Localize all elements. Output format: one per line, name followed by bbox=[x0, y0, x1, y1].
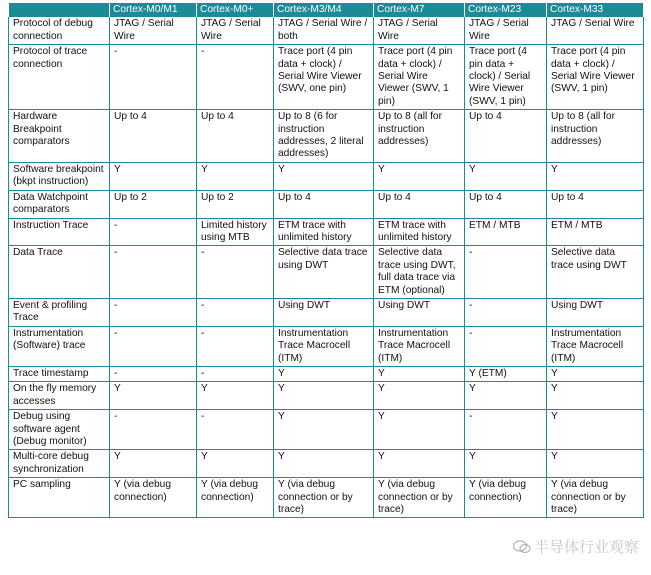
row-label: Protocol of debug connection bbox=[9, 17, 110, 44]
table-cell: - bbox=[465, 410, 547, 450]
table-cell: Up to 8 (all for instruction addresses) bbox=[374, 110, 465, 163]
table-cell: Y bbox=[374, 162, 465, 190]
header-cell-m0plus: Cortex-M0+ bbox=[197, 3, 274, 17]
table-cell: Trace port (4 pin data + clock) / Serial Wire Viewer (SWV, 1 pin) bbox=[547, 45, 644, 110]
wechat-logo-icon bbox=[513, 540, 531, 554]
row-label: Event & profiling Trace bbox=[9, 298, 110, 326]
table-cell: Y bbox=[547, 450, 644, 478]
table-cell: JTAG / Serial Wire bbox=[547, 17, 644, 44]
row-label: On the fly memory accesses bbox=[9, 382, 110, 410]
header-cell-m33: Cortex-M33 bbox=[547, 3, 644, 17]
table-cell: Up to 4 bbox=[274, 190, 374, 218]
comparison-table bbox=[8, 3, 644, 518]
table-cell: Up to 2 bbox=[110, 190, 197, 218]
table-cell: Y (via debug connection) bbox=[465, 478, 547, 518]
table-cell: Y bbox=[274, 162, 374, 190]
table-cell: Y bbox=[110, 162, 197, 190]
table-cell: Y (via debug connection) bbox=[197, 478, 274, 518]
table-row bbox=[9, 218, 644, 246]
table-cell: Trace port (4 pin data + clock) / Serial Wire Viewer (SWV, one pin) bbox=[274, 45, 374, 110]
table-cell: Y (via debug connection) bbox=[110, 478, 197, 518]
watermark-text: 半导体行业观察 bbox=[533, 539, 639, 556]
table-cell: Y (via debug connection or by trace) bbox=[374, 478, 465, 518]
table-cell: - bbox=[110, 298, 197, 326]
row-label: PC sampling bbox=[9, 478, 110, 518]
table-cell: - bbox=[197, 410, 274, 450]
table-cell: - bbox=[110, 410, 197, 450]
row-label: Protocol of trace connection bbox=[9, 45, 110, 110]
table-cell: Y bbox=[465, 382, 547, 410]
table-cell: - bbox=[197, 298, 274, 326]
table-cell: Trace port (4 pin data + clock) / Serial Wire Viewer (SWV, 1 pin) bbox=[374, 45, 465, 110]
table-cell: Up to 4 bbox=[374, 190, 465, 218]
table-cell: ETM trace with unlimited history bbox=[274, 218, 374, 246]
table-cell: Up to 4 bbox=[110, 110, 197, 163]
table-cell: - bbox=[465, 326, 547, 366]
table-cell: Y bbox=[547, 382, 644, 410]
table-cell: Up to 4 bbox=[197, 110, 274, 163]
table-cell: Y bbox=[374, 366, 465, 381]
table-row bbox=[9, 326, 644, 366]
table-cell: JTAG / Serial Wire / both bbox=[274, 17, 374, 44]
table-cell: - bbox=[110, 326, 197, 366]
table-cell: Instrumentation Trace Macrocell (ITM) bbox=[547, 326, 644, 366]
table-cell: Instrumentation Trace Macrocell (ITM) bbox=[274, 326, 374, 366]
table-row bbox=[9, 450, 644, 478]
table-cell: Using DWT bbox=[274, 298, 374, 326]
table-cell: Selective data trace using DWT bbox=[274, 246, 374, 299]
table-cell: Y bbox=[110, 450, 197, 478]
table-row bbox=[9, 410, 644, 450]
table-cell: Y bbox=[547, 366, 644, 381]
table-cell: Instrumentation Trace Macrocell (ITM) bbox=[374, 326, 465, 366]
table-row bbox=[9, 110, 644, 163]
row-label: Hardware Breakpoint comparators bbox=[9, 110, 110, 163]
table-row bbox=[9, 366, 644, 381]
table-cell: Y bbox=[197, 450, 274, 478]
row-label: Data Trace bbox=[9, 246, 110, 299]
table-cell: Y bbox=[274, 366, 374, 381]
table-cell: Y bbox=[547, 410, 644, 450]
table-cell: - bbox=[197, 326, 274, 366]
table-cell: Y bbox=[274, 450, 374, 478]
table-cell: Y bbox=[274, 382, 374, 410]
table-cell: - bbox=[197, 45, 274, 110]
table-cell: Up to 2 bbox=[197, 190, 274, 218]
table-cell: - bbox=[465, 246, 547, 299]
table-cell: Selective data trace using DWT, full data trace via ETM (optional) bbox=[374, 246, 465, 299]
table-cell: Y bbox=[465, 162, 547, 190]
table-cell: - bbox=[110, 218, 197, 246]
table-row bbox=[9, 162, 644, 190]
table-cell: JTAG / Serial Wire bbox=[374, 17, 465, 44]
table-cell: Y (ETM) bbox=[465, 366, 547, 381]
table-cell: Y bbox=[374, 382, 465, 410]
row-label: Software breakpoint (bkpt instruction) bbox=[9, 162, 110, 190]
table-row bbox=[9, 45, 644, 110]
table-row bbox=[9, 478, 644, 518]
table-cell: - bbox=[197, 366, 274, 381]
header-cell-m23: Cortex-M23 bbox=[465, 3, 547, 17]
table-cell: Y bbox=[374, 410, 465, 450]
table-row bbox=[9, 17, 644, 44]
row-label: Data Watchpoint comparators bbox=[9, 190, 110, 218]
table-cell: Y bbox=[197, 162, 274, 190]
row-label: Instruction Trace bbox=[9, 218, 110, 246]
table-cell: Limited history using MTB bbox=[197, 218, 274, 246]
row-label: Trace timestamp bbox=[9, 366, 110, 381]
row-label: Multi-core debug synchronization bbox=[9, 450, 110, 478]
header-cell-m3-m4: Cortex-M3/M4 bbox=[274, 3, 374, 17]
table-row bbox=[9, 190, 644, 218]
table-cell: - bbox=[110, 366, 197, 381]
table-cell: ETM / MTB bbox=[547, 218, 644, 246]
table-cell: Y bbox=[197, 382, 274, 410]
table-cell: Y bbox=[465, 450, 547, 478]
table-cell: Using DWT bbox=[547, 298, 644, 326]
header-cell-m7: Cortex-M7 bbox=[374, 3, 465, 17]
table-cell: - bbox=[465, 298, 547, 326]
watermark bbox=[513, 536, 639, 557]
header-cell-m0-m1: Cortex-M0/M1 bbox=[110, 3, 197, 17]
row-label: Debug using software agent (Debug monitor) bbox=[9, 410, 110, 450]
table-cell: Y bbox=[374, 450, 465, 478]
table-cell: - bbox=[110, 45, 197, 110]
table-cell: JTAG / Serial Wire bbox=[197, 17, 274, 44]
table-cell: Up to 4 bbox=[465, 110, 547, 163]
table-cell: - bbox=[110, 246, 197, 299]
header-row bbox=[9, 3, 644, 17]
table-cell: Selective data trace using DWT bbox=[547, 246, 644, 299]
table-cell: Y bbox=[547, 162, 644, 190]
table-cell: Up to 8 (all for instruction addresses) bbox=[547, 110, 644, 163]
table-cell: - bbox=[197, 246, 274, 299]
table-cell: Up to 4 bbox=[465, 190, 547, 218]
row-label: Instrumentation (Software) trace bbox=[9, 326, 110, 366]
header-cell-feature bbox=[9, 3, 110, 17]
table-cell: ETM trace with unlimited history bbox=[374, 218, 465, 246]
table-cell: Y bbox=[274, 410, 374, 450]
table-cell: JTAG / Serial Wire bbox=[465, 17, 547, 44]
table-cell: Y (via debug connection or by trace) bbox=[274, 478, 374, 518]
table-cell: Up to 8 (6 for instruction addresses, 2 literal addresses) bbox=[274, 110, 374, 163]
table-cell: ETM / MTB bbox=[465, 218, 547, 246]
table-cell: JTAG / Serial Wire bbox=[110, 17, 197, 44]
table-cell: Up to 4 bbox=[547, 190, 644, 218]
table-cell: Using DWT bbox=[374, 298, 465, 326]
table-row bbox=[9, 298, 644, 326]
table-cell: Y bbox=[110, 382, 197, 410]
table-cell: Y (via debug connection or by trace) bbox=[547, 478, 644, 518]
table-cell: Trace port (4 pin data + clock) / Serial Wire Viewer (SWV, 1 pin) bbox=[465, 45, 547, 110]
table-row bbox=[9, 382, 644, 410]
table-row bbox=[9, 246, 644, 299]
